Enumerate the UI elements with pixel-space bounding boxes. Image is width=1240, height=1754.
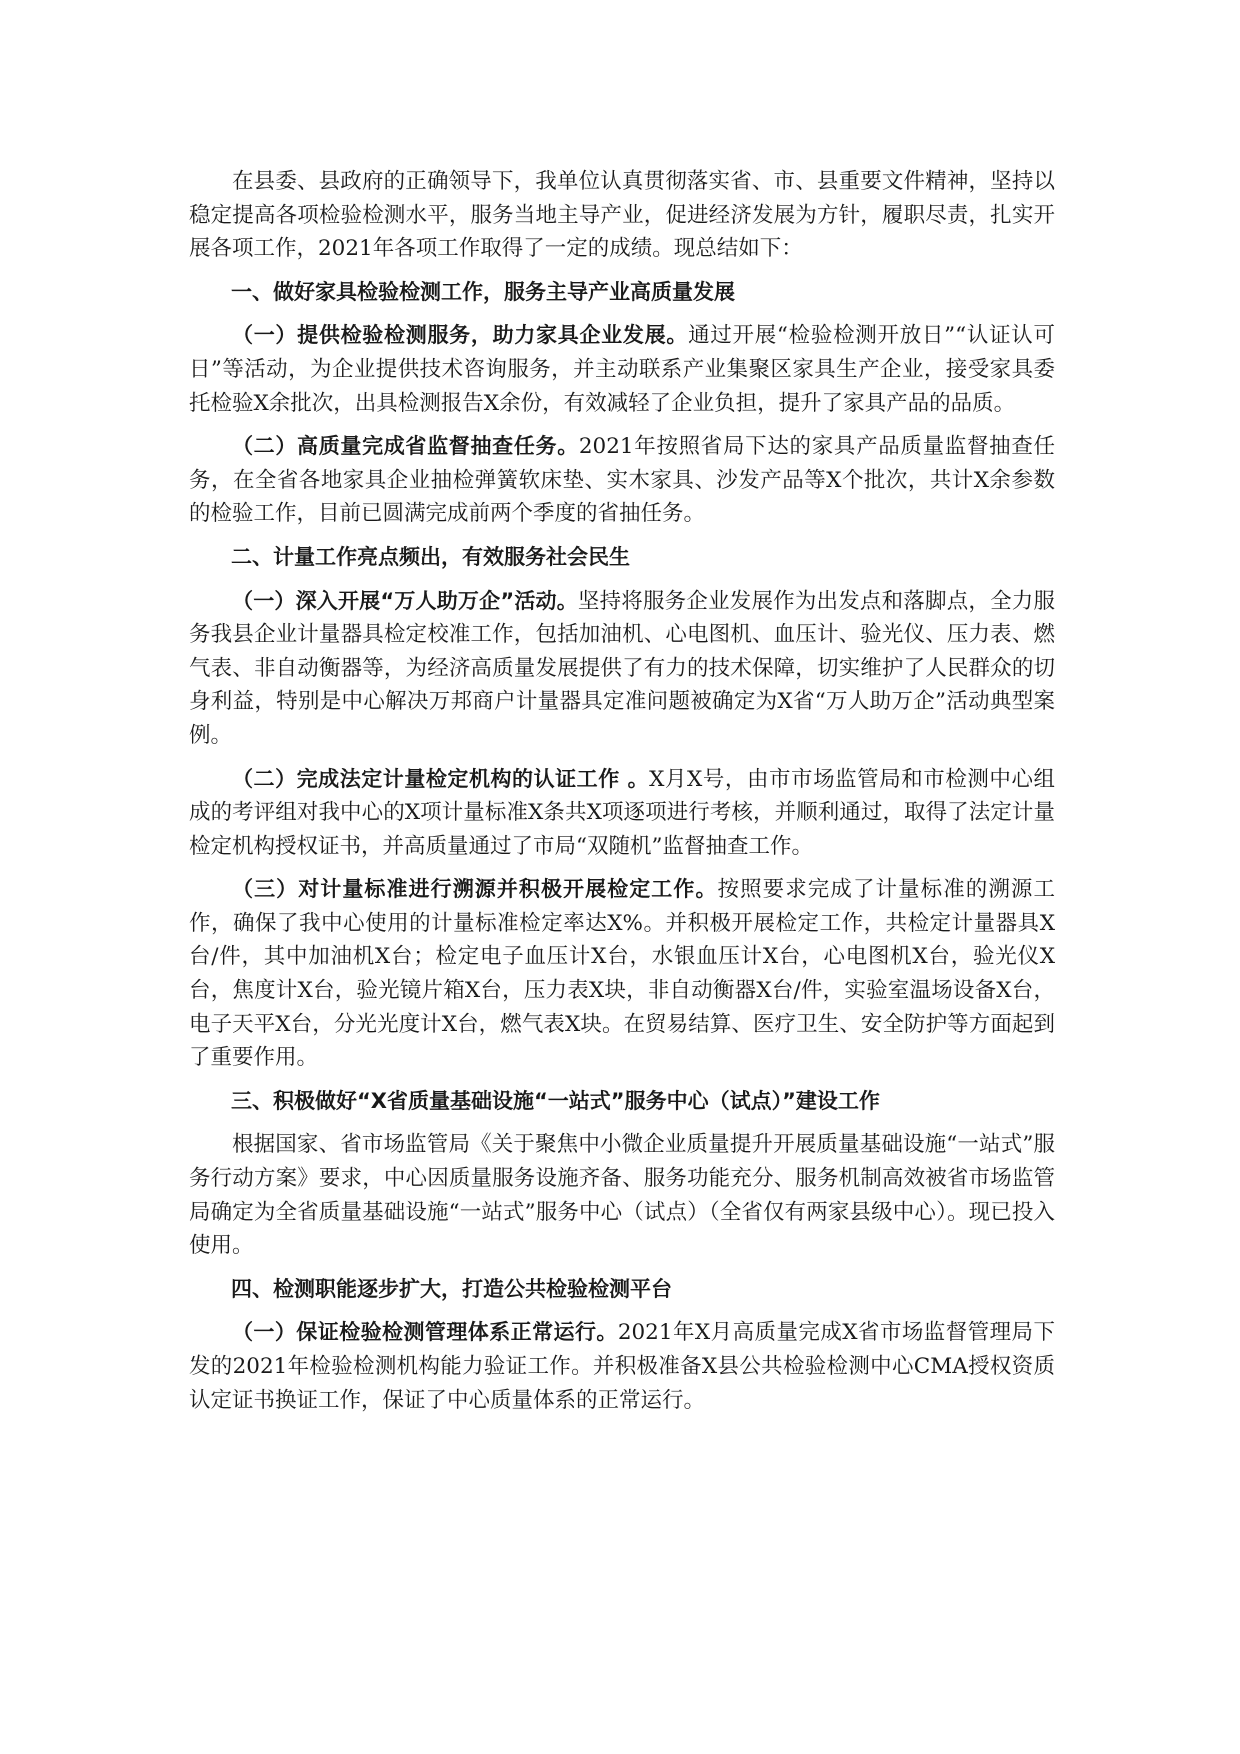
section-4-paragraph-1 — [189, 1316, 1055, 1417]
document-page — [189, 165, 1055, 1427]
paragraph-lead: （二）高质量完成省监督抽查任务。 — [232, 434, 579, 459]
paragraph-body: 2021年X月高质量完成X省市场监督管理局下发的2021年检验检测机构能力验证工作。并积极准备X县公共检验检测中心CMA授权资质认定证书换证工作，保证了中心质量体系的正常运行。 — [189, 1320, 1055, 1413]
paragraph-body: 坚持将服务企业发展作为出发点和落脚点，全力服务我县企业计量器具检定校准工作，包括加油机、心电图机、血压计、验光仪、压力表、燃气表、非自动衡器等，为经济高质量发展提供了有力的技术保障，切实维护了人民群众的切身利益，特别是中心解决万邦商户计量器具定准问题被确定为X省“万人助万企”活动典型案例。 — [189, 588, 1055, 748]
section-2-paragraph-1 — [189, 585, 1055, 753]
section-1-paragraph-1 — [189, 319, 1055, 420]
intro-paragraph: 在县委、县政府的正确领导下，我单位认真贯彻落实省、市、县重要文件精神，坚持以稳定提高各项检验检测水平，服务当地主导产业，促进经济发展为方针，履职尽责，扎实开展各项工作，2021年各项工作取得了一定的成绩。现总结如下： — [189, 169, 1055, 262]
paragraph-body: X月X号，由市市场监管局和市检测中心组成的考评组对我中心的X项计量标准X条共X项逐项进行考核，并顺利通过，取得了法定计量检定机构授权证书，并高质量通过了市局“双随机”监督抽查工作。 — [189, 766, 1055, 859]
paragraph-lead: （二）完成法定计量检定机构的认证工作 。 — [232, 766, 650, 791]
paragraph-lead: （一）深入开展“万人助万企”活动。 — [232, 588, 578, 613]
section-1-paragraph-2 — [189, 430, 1055, 531]
section-4-heading: 四、检测职能逐步扩大，打造公共检验检测平台 — [231, 1276, 672, 1301]
section-3-heading: 三、积极做好“X省质量基础设施“一站式”服务中心（试点）”建设工作 — [231, 1088, 880, 1113]
section-3-paragraph-1: 根据国家、省市场监管局《关于聚焦中小微企业质量提升开展质量基础设施“一站式”服务行动方案》要求，中心因质量服务设施齐备、服务功能充分、服务机制高效被省市场监管局确定为全省质量基础设施“一站式”服务中心（试点）（全省仅有两家县级中心）。现已投入使用。 — [189, 1132, 1055, 1259]
paragraph-lead: （三）对计量标准进行溯源并积极开展检定工作。 — [232, 877, 718, 902]
paragraph-lead: （一）提供检验检测服务，助力家具企业发展。 — [232, 323, 689, 348]
paragraph-body: 按照要求完成了计量标准的溯源工作，确保了我中心使用的计量标准检定率达X%。并积极开展检定工作，共检定计量器具X台/件，其中加油机X台；检定电子血压计X台，水银血压计X台，心电图机X台，验光仪X台，焦度计X台，验光镜片箱X台，压力表X块，非自动衡器X台/件，实验室温场设备X台，电子天平X台，分光光度计X台，燃气表X块。在贸易结算、医疗卫生、安全防护等方面起到了重要作用。 — [189, 877, 1055, 1071]
paragraph-body: 2021年按照省局下达的家具产品质量监督抽查任务，在全省各地家具企业抽检弹簧软床垫、实木家具、沙发产品等X个批次，共计X余参数的检验工作，目前已圆满完成前两个季度的省抽任务。 — [189, 434, 1056, 527]
section-2-heading: 二、计量工作亮点频出，有效服务社会民生 — [231, 544, 630, 569]
section-2-paragraph-2 — [189, 763, 1055, 864]
section-2-paragraph-3 — [189, 873, 1055, 1075]
paragraph-body: 通过开展“检验检测开放日”“认证认可日”等活动，为企业提供技术咨询服务，并主动联系产业集聚区家具生产企业，接受家具委托检验X余批次，出具检测报告X余份，有效减轻了企业负担，提升了家具产品的品质。 — [189, 323, 1056, 416]
section-1-heading: 一、做好家具检验检测工作，服务主导产业高质量发展 — [231, 279, 735, 304]
paragraph-lead: （一）保证检验检测管理体系正常运行。 — [232, 1320, 618, 1345]
